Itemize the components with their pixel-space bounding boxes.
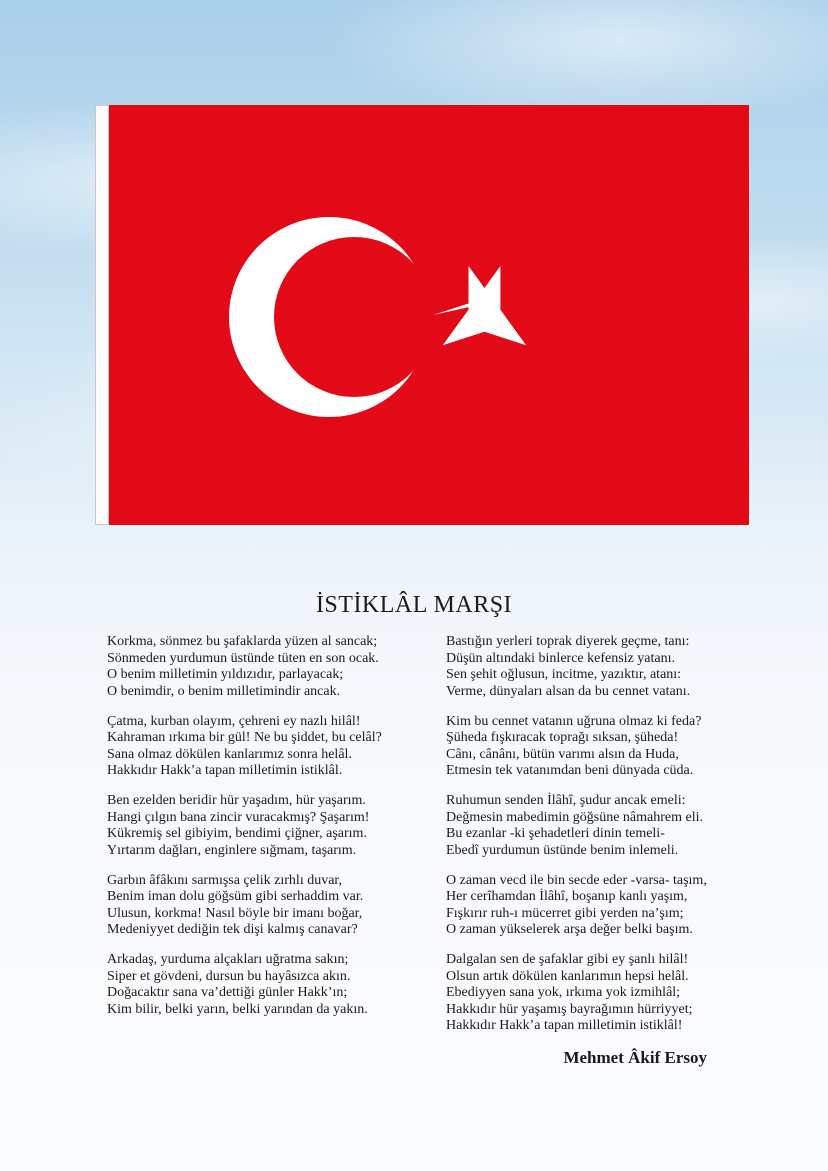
verse-line: Yırtarım dağları, enginlere sığmam, taşarım.	[107, 842, 357, 858]
author-signature: Mehmet Âkif Ersoy	[563, 1048, 707, 1067]
verse-line: Korkma, sönmez bu şafaklarda yüzen al sancak;	[107, 634, 378, 649]
flag-hoist-strip	[95, 105, 109, 525]
verse-line: O benim milletimin yıldızıdır, parlayacak;	[107, 667, 344, 682]
verse-line: Düşün altındaki binlerce kefensiz yatanı.	[446, 650, 675, 666]
verse-line: Verme, dünyaları alsan da bu cennet vatanı.	[446, 683, 691, 699]
verse-line: Sönmeden yurdumun üstünde tüten en son ocak.	[107, 650, 379, 666]
stanza	[107, 793, 437, 859]
verse-line: Etmesin tek vatanımdan beni dünyada cüda.	[446, 763, 694, 778]
verse-line: Kahraman ırkıma bir gül! Ne bu şiddet, bu celâl?	[107, 730, 382, 745]
verse-line: Hakkıdır hür yaşamış bayrağımın hürriyyet;	[446, 1001, 693, 1017]
verse-line: Olsun artık dökülen kanlarımın hepsi helâl.	[446, 968, 689, 984]
verse-line: Kim bu cennet vatanın uğruna olmaz ki feda?	[446, 713, 702, 729]
verse-line: Ruhumun senden İlâhî, şudur ancak emeli:	[446, 793, 686, 808]
stanza	[107, 634, 437, 700]
anthem-right-column	[446, 634, 776, 1048]
verse-line: Şüheda fışkıracak toprağı sıksan, şüheda!	[446, 730, 679, 745]
verse-line: Arkadaş, yurduma alçakları uğratma sakın;	[107, 952, 349, 967]
verse-line: Çatma, kurban olayım, çehreni ey nazlı hilâl!	[107, 713, 361, 729]
flag-field	[109, 105, 749, 525]
verse-line: Ulusun, korkma! Nasıl böyle bir imanı boğar,	[107, 905, 363, 921]
verse-line: Her cerîhamdan İlâhî, boşanıp kanlı yaşım,	[446, 889, 688, 904]
verse-line: Sana olmaz dökülen kanlarımız sonra helâl.	[107, 746, 352, 762]
stanza	[446, 873, 776, 939]
verse-line: Cânı, cânânı, bütün varımı alsın da Huda,	[446, 746, 679, 762]
verse-line: Kim bilir, belki yarın, belki yarından da yakın.	[107, 1001, 368, 1017]
verse-line: Dalgalan sen de şafaklar gibi ey şanlı hilâl!	[446, 952, 689, 967]
verse-line: O zaman vecd ile bin secde eder -varsa- taşım,	[446, 872, 707, 888]
turkish-flag	[95, 105, 749, 525]
stanza	[446, 714, 776, 780]
stanza	[107, 873, 437, 939]
stanza	[446, 952, 776, 1035]
verse-line: Ben ezelden beridir hür yaşadım, hür yaşarım.	[107, 793, 366, 808]
verse-line: O zaman yükselerek arşa değer belki başım.	[446, 922, 693, 937]
verse-line: Hangi çılgın bana zincir vuracakmış? Şaşarım!	[107, 809, 370, 825]
verse-line: Ebediyyen sana yok, ırkıma yok izmihlâl;	[446, 985, 681, 1000]
verse-line: Değmesin mabedimin göğsüne nâmahrem eli.	[446, 809, 703, 825]
verse-line: Benim iman dolu göğsüm gibi serhaddim var.	[107, 889, 364, 904]
verse-line: Garbın âfâkını sarmışsa çelik zırhlı duvar,	[107, 872, 343, 888]
verse-line: Fışkırır ruh-ı mücerret gibi yerden na’şım;	[446, 905, 684, 921]
anthem-left-column	[107, 634, 437, 1032]
verse-line: Sen şehit oğlusun, incitme, yazıktır, atanı:	[446, 667, 682, 682]
stanza	[446, 634, 776, 700]
verse-line: Hakkıdır Hakk’a tapan milletimin istiklâl.	[107, 763, 343, 778]
verse-line: Bu ezanlar -ki şehadetleri dinin temeli-	[446, 826, 665, 841]
verse-line: Hakkıdır Hakk’a tapan milletimin istiklâl!	[446, 1018, 683, 1033]
stanza	[107, 952, 437, 1018]
crescent-inner-disc	[274, 237, 434, 397]
verse-line: Ebedî yurdumun üstünde benim inlemeli.	[446, 842, 679, 858]
verse-line: Siper et gövdeni, dursun bu hayâsızca akın.	[107, 968, 351, 984]
verse-line: Kükremiş sel gibiyim, bendimi çiğner, aşarım.	[107, 826, 367, 841]
stanza	[446, 793, 776, 859]
verse-line: O benimdir, o benim milletimindir ancak.	[107, 683, 341, 699]
stanza	[107, 714, 437, 780]
anthem-title: İSTİKLÂL MARŞI	[315, 592, 513, 618]
verse-line: Bastığın yerleri toprak diyerek geçme, tanı:	[446, 634, 690, 649]
crescent-star-icon	[109, 105, 749, 525]
verse-line: Doğacaktır sana va’dettiği günler Hakk’ın;	[107, 985, 348, 1000]
verse-line: Medeniyyet dediğin tek dişi kalmış canavar?	[107, 922, 358, 937]
